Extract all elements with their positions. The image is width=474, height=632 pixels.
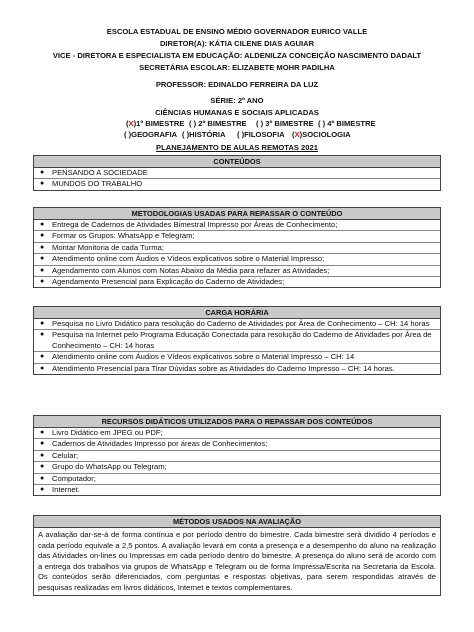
- subject-label-sociologia: SOCIOLOGIA: [302, 130, 351, 139]
- bullet-icon: ●: [40, 180, 45, 188]
- subject-label-filosofia: FILOSOFIA: [244, 130, 285, 139]
- bullet-icon: ●: [40, 440, 45, 448]
- bimester-mark-1: X: [128, 119, 134, 128]
- list-item: [34, 330, 440, 352]
- list-item: [34, 168, 440, 179]
- list-item: [34, 451, 440, 462]
- list-item-text: MUNDOS DO TRABALHO: [52, 179, 143, 189]
- list-item-text: Pesquisa na Internet pelo Programa Educação Conectada para resolução do Caderno de Atividades por Área de Conhecimento – CH: 14 horas: [52, 330, 432, 350]
- bullet-icon: ●: [40, 278, 45, 286]
- list-item-text: Agendamento Presencial para Explicação do Caderno de Atividades;: [52, 277, 285, 287]
- series-line: SÉRIE: 2º ANO: [210, 96, 264, 105]
- bimester-option-3: ( ) 3º BIMESTRE: [256, 119, 314, 128]
- list-item: [34, 254, 440, 265]
- list-item-text: Agendamento com Alunos com Notas Abaixo da Média para refazer as Atividades;: [52, 265, 330, 275]
- list-item-text: Montar Monitoria de cada Turma;: [52, 242, 164, 252]
- list-item: [34, 439, 440, 450]
- teacher-line: PROFESSOR: EDINALDO FERREIRA DA LUZ: [155, 80, 319, 89]
- plan-title: PLANEJAMENTO DE AULAS REMOTAS 2021: [156, 143, 318, 152]
- subject-option-filosofia: ( )FILOSOFIA: [237, 130, 285, 139]
- bullet-icon: ●: [40, 255, 45, 263]
- list-item-text: Grupo do WhatsApp ou Telegram;: [52, 462, 167, 472]
- carga-horaria-table: [33, 306, 441, 375]
- recursos-didaticos-table: [33, 415, 441, 496]
- bullet-icon: ●: [40, 266, 45, 274]
- list-item-text: Celular;: [52, 450, 79, 460]
- bullet-icon: ●: [40, 486, 45, 494]
- bullet-icon: ●: [40, 243, 45, 251]
- bullet-icon: ●: [40, 169, 45, 176]
- bullet-icon: ●: [40, 474, 45, 482]
- list-item: [34, 352, 440, 363]
- vice-director-line: VICE - DIRETORA E ESPECIALISTA EM EDUCAÇÃO: ALDENILZA CONCEIÇÃO NASCIMENTO DADALT: [52, 51, 422, 60]
- school-name: ESCOLA ESTADUAL DE ENSINO MÉDIO GOVERNADOR EURICO VALLE: [106, 27, 368, 36]
- bimester-label-3: 3º BIMESTRE: [265, 119, 314, 128]
- list-item-text: Formar os Grupos: WhatsApp e Telegram;: [52, 231, 195, 241]
- bullet-icon: ●: [40, 221, 45, 228]
- list-item: [34, 277, 440, 287]
- list-item-text: Entrega de Cadernos de Atividades Bimestral Impresso por Áreas de Conhecimento;: [52, 220, 338, 229]
- secretary-line: SECRETÁRIA ESCOLAR: ELIZABETE MOHR PADILHA: [139, 63, 335, 72]
- bimester-option-4: ( ) 4º BIMESTRE: [318, 119, 376, 128]
- bullet-icon: ●: [40, 364, 45, 372]
- list-item: [34, 220, 440, 231]
- bullet-icon: ●: [40, 353, 45, 361]
- list-item: [34, 428, 440, 439]
- subject-option-sociologia: (X)SOCIOLOGIA: [292, 130, 351, 139]
- list-item-text: Atendimento Presencial para Tirar Dúvidas sobre as Atividades do Caderno Impresso – CH: 14 horas.: [52, 363, 395, 373]
- list-item-text: Internet.: [52, 485, 80, 495]
- bimester-label-1: 1º BIMESTRE: [136, 119, 185, 128]
- metodologias-table: [33, 207, 441, 288]
- bullet-icon: ●: [40, 463, 45, 471]
- conteudos-title: CONTEÚDOS: [34, 156, 440, 168]
- list-item: [34, 462, 440, 473]
- list-item: [34, 179, 440, 189]
- list-item: [34, 266, 440, 277]
- bimester-option-1: (X)1º BIMESTRE: [126, 119, 185, 128]
- director-line: DIRETOR(A): KÁTIA CILENE DIAS AGUIAR: [159, 39, 315, 48]
- area-line: CIÊNCIAS HUMANAS E SOCIAIS APLICADAS: [155, 108, 319, 117]
- bullet-icon: ●: [40, 451, 45, 459]
- list-item: [34, 243, 440, 254]
- metodologias-title: METODOLOGIAS USADAS PARA REPASSAR O CONTEÚDO: [34, 208, 440, 220]
- bullet-icon: ●: [40, 331, 45, 339]
- carga-horaria-title: CARGA HORÁRIA: [34, 307, 440, 319]
- list-item: [34, 231, 440, 242]
- bullet-icon: ●: [40, 232, 45, 240]
- list-item: [34, 364, 440, 374]
- subject-option-geografia: ( )GEOGRAFIA: [124, 130, 178, 139]
- bimester-label-4: 4º BIMESTRE: [327, 119, 376, 128]
- list-item-text: Atendimento online com Áudios e Vídeos explicativos sobre o Material Impresso;: [52, 254, 325, 264]
- subject-option-historia: ( )HISTÓRIA: [182, 130, 226, 139]
- bimester-option-2: ( ) 2º BIMESTRE: [189, 119, 247, 128]
- subject-label-historia: HISTÓRIA: [189, 130, 226, 139]
- subject-label-geografia: GEOGRAFIA: [131, 130, 178, 139]
- conteudos-table: [33, 155, 441, 191]
- bullet-icon: ●: [40, 320, 45, 327]
- list-item: [34, 485, 440, 495]
- list-item-text: Atendimento online com Áudios e Vídeos explicativos sobre o Material Impresso – CH: 14: [52, 352, 355, 362]
- list-item: [34, 474, 440, 485]
- avaliacao-text: A avaliação dar-se-á de forma contínua e por período dentro do bimestre. Cada bimestre será dividido 4 períodos e cada período equivale a 2,5 pontos. A avaliação levará em conta a presença e a desempenho do aluno na realização das Atividades on-lines ou Impressas em cada período dentro do bimestre. A presença do aluno será de acordo com a entrega dos trabalhos via grupos de WhatsApp e Telegram ou de forma Impressa/Escrita na Secretaria da Escola. Os conteúdos serão diferenciados, com perguntas e respostas objetivas, para serem respondidas através de pesquisas realizadas em livros didáticos, Internet e textos complementares.: [38, 530, 436, 592]
- avaliacao-title: MÉTODOS USADOS NA AVALIAÇÃO: [34, 516, 440, 528]
- list-item-text: Livro Didático em JPEG ou PDF;: [52, 428, 163, 437]
- bimester-label-2: 2º BIMESTRE: [198, 119, 247, 128]
- list-item: [34, 319, 440, 330]
- recursos-didaticos-title: RECURSOS DIDÁTICOS UTILIZADOS PARA O REPASSAR DOS CONTEÚDOS: [34, 416, 440, 428]
- list-item-text: PENSANDO A SOCIEDADE: [52, 168, 148, 177]
- bullet-icon: ●: [40, 429, 45, 436]
- list-item-text: Computador;: [52, 473, 96, 483]
- subject-mark-sociologia: X: [294, 130, 300, 139]
- list-item-text: Pesquisa no Livro Didático para resolução do Caderno de Atividades por Área de Conhecimento – CH: 14 horas: [52, 319, 430, 328]
- list-item-text: Cadernos de Atividades Impresso por áreas de Conhecimentos;: [52, 439, 268, 449]
- avaliacao-table: [33, 515, 441, 596]
